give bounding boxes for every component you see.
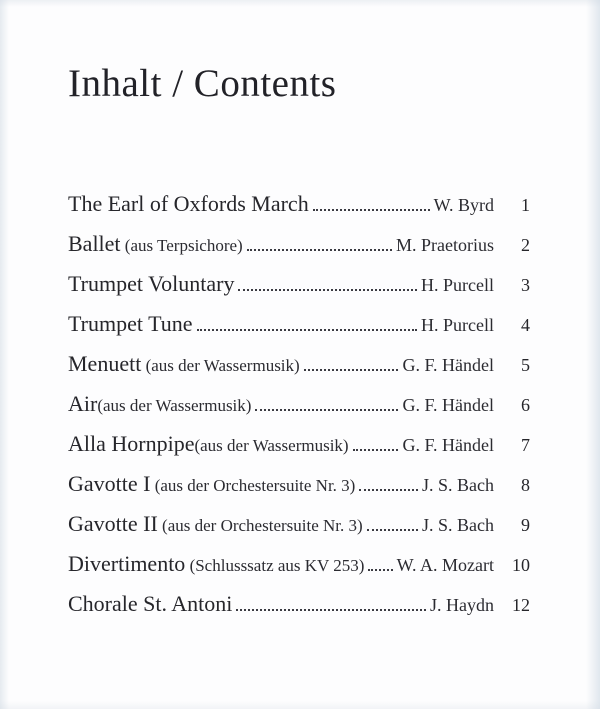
toc-entry-composer: J. S. Bach — [422, 474, 494, 495]
dot-leader — [255, 409, 398, 411]
toc-entry — [68, 391, 530, 431]
toc-entry — [68, 471, 530, 511]
toc-entry-page-number: 12 — [512, 594, 530, 615]
toc-entry-title: Menuett — [68, 350, 142, 376]
toc-entry-page-number: 10 — [512, 554, 530, 575]
toc-entry-name — [68, 271, 234, 297]
table-of-contents — [68, 191, 530, 631]
dot-leader — [367, 529, 418, 531]
toc-entry-name — [68, 311, 193, 337]
toc-entry-composer: W. Byrd — [433, 194, 494, 215]
dot-leader — [197, 329, 418, 331]
toc-entry-title: Gavotte II — [68, 510, 158, 536]
toc-entry-composer: J. S. Bach — [422, 514, 494, 535]
dot-leader — [236, 609, 426, 611]
toc-entry-composer: G. F. Händel — [402, 394, 494, 415]
toc-entry-subtitle: (Schlusssatz aus KV 253) — [185, 555, 365, 575]
toc-entry-title: Gavotte I — [68, 470, 151, 496]
toc-entry — [68, 551, 530, 591]
toc-entry-subtitle: (aus der Wassermusik) — [97, 395, 252, 415]
toc-entry-page-number: 1 — [521, 194, 530, 215]
toc-entry-page-number: 9 — [521, 514, 530, 535]
toc-entry-title: Trumpet Tune — [68, 310, 193, 336]
toc-entry-composer: G. F. Händel — [402, 434, 494, 455]
dot-leader — [238, 289, 417, 291]
toc-entry-name — [68, 191, 309, 217]
toc-entry-subtitle: (aus der Wassermusik) — [141, 355, 300, 375]
dot-leader — [359, 489, 418, 491]
toc-entry-name — [68, 351, 300, 377]
toc-entry-composer: W. A. Mozart — [396, 554, 494, 575]
toc-entry-name — [68, 471, 355, 497]
toc-entry-name — [68, 391, 251, 417]
toc-entry-name — [68, 591, 232, 617]
toc-entry-title: Chorale St. Antoni — [68, 590, 233, 616]
toc-entry — [68, 431, 530, 471]
toc-entry-page-number: 8 — [521, 474, 530, 495]
toc-entry — [68, 311, 530, 351]
dot-leader — [304, 369, 399, 371]
toc-entry-page-number: 4 — [521, 314, 530, 335]
toc-entry-title: Alla Hornpipe — [68, 430, 195, 456]
toc-entry-name — [68, 431, 349, 457]
toc-entry — [68, 591, 530, 631]
toc-entry-name — [68, 231, 243, 257]
toc-entry-page-number: 2 — [521, 234, 530, 255]
toc-entry — [68, 511, 530, 551]
toc-entry-subtitle: (aus der Orchestersuite Nr. 3) — [150, 475, 356, 495]
toc-entry-subtitle: (aus der Wassermusik) — [194, 435, 349, 455]
dot-leader — [368, 569, 392, 571]
toc-entry — [68, 191, 530, 231]
toc-entry-name — [68, 551, 364, 577]
toc-entry-composer: G. F. Händel — [402, 354, 494, 375]
toc-entry-page-number: 6 — [521, 394, 530, 415]
page-title: Inhalt / Contents — [68, 62, 337, 105]
toc-entry-title: Air — [68, 390, 98, 416]
dot-leader — [247, 249, 392, 251]
toc-entry-composer: J. Haydn — [430, 594, 494, 615]
toc-entry — [68, 351, 530, 391]
toc-entry-subtitle: (aus Terpsichore) — [120, 235, 243, 255]
toc-entry-title: The Earl of Oxfords March — [68, 190, 309, 216]
toc-entry-page-number: 3 — [521, 274, 530, 295]
toc-entry-composer: H. Purcell — [421, 274, 494, 295]
toc-entry-title: Ballet — [68, 230, 121, 256]
dot-leader — [353, 449, 399, 451]
toc-entry-composer: H. Purcell — [421, 314, 494, 335]
toc-entry — [68, 271, 530, 311]
toc-entry-page-number: 7 — [521, 434, 530, 455]
toc-entry — [68, 231, 530, 271]
toc-entry-title: Divertimento — [68, 550, 186, 576]
toc-entry-name — [68, 511, 363, 537]
toc-entry-title: Trumpet Voluntary — [68, 270, 235, 296]
dot-leader — [313, 209, 430, 211]
toc-entry-composer: M. Praetorius — [396, 234, 494, 255]
toc-entry-page-number: 5 — [521, 354, 530, 375]
toc-entry-subtitle: (aus der Orchestersuite Nr. 3) — [157, 515, 363, 535]
